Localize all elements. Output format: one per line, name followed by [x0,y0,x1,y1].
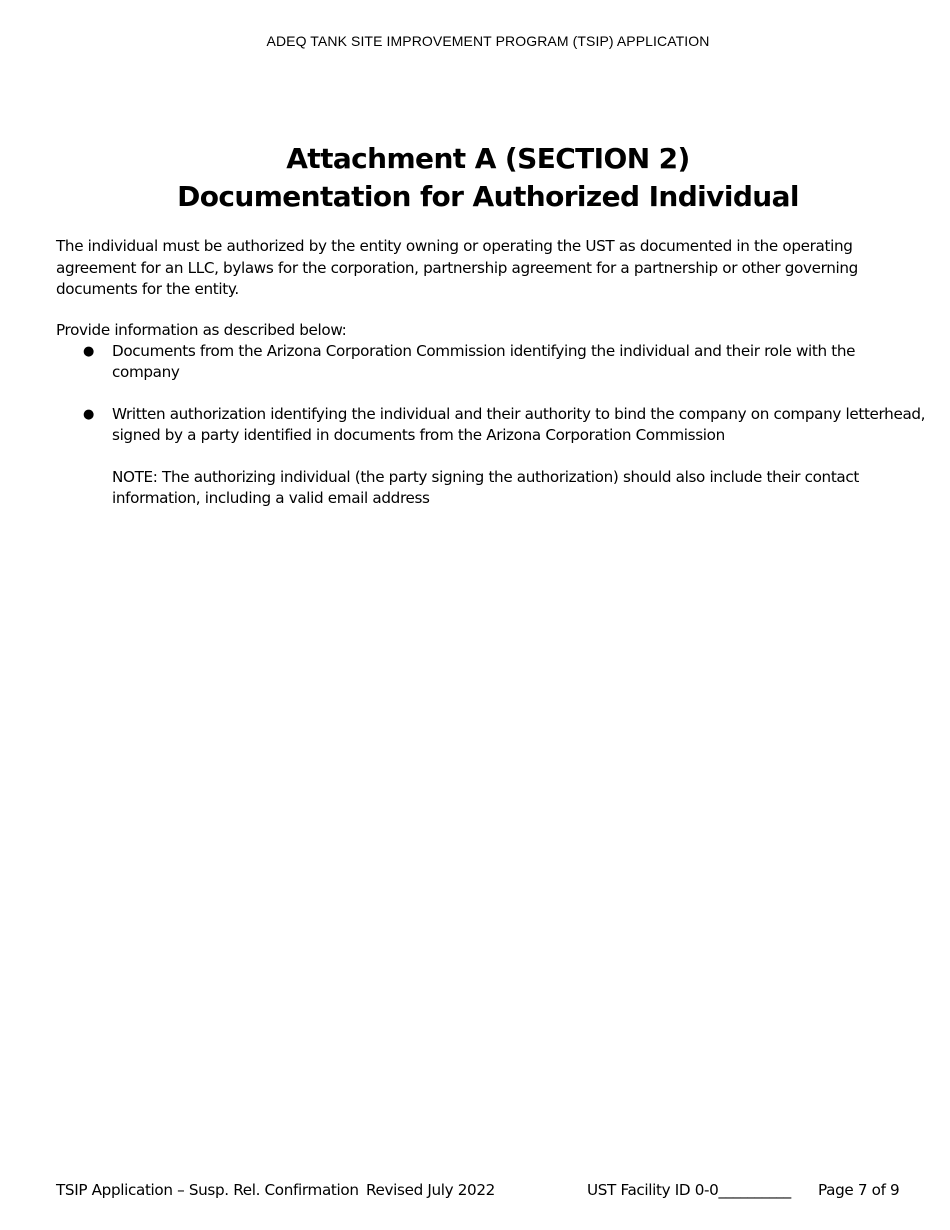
authorization-note: NOTE: The authorizing individual (the party signing the authorization) should also include their contact information, including a valid email address [112,468,859,507]
title-line-documentation: Documentation for Authorized Individual [177,180,799,213]
page-footer [56,1181,916,1203]
title-line-attachment: Attachment A (SECTION 2) [286,142,690,175]
program-title: ADEQ TANK SITE IMPROVEMENT PROGRAM (TSIP) APPLICATION [266,33,710,49]
list-item-text: Documents from the Arizona Corporation Commission identifying the individual and their role with the company [112,342,856,381]
instructions-lead: Provide information as described below: [56,321,347,339]
footer-page-number: Page 7 of 9 [818,1181,900,1199]
footer-facility-id: UST Facility ID 0-0__________ [587,1181,791,1199]
footer-application: TSIP Application – Susp. Rel. Confirmation [56,1181,359,1199]
list-item [56,404,926,509]
instructions-list [56,341,926,509]
list-item [56,341,926,383]
bullet-icon: ● [83,344,94,359]
page-title [0,140,950,216]
list-item-text: Written authorization identifying the individual and their authority to bind the company on company letterhead, signed by a party identified in documents from the Arizona Corporation Commission [112,405,926,444]
bullet-icon: ● [83,407,94,422]
intro-paragraph: The individual must be authorized by the entity owning or operating the UST as documented in the operating agreement for an LLC, bylaws for the corporation, partnership agreement for a partnership or other governing documents for the entity. [56,237,858,298]
page-header [0,33,950,49]
footer-revised: Revised July 2022 [366,1181,495,1199]
